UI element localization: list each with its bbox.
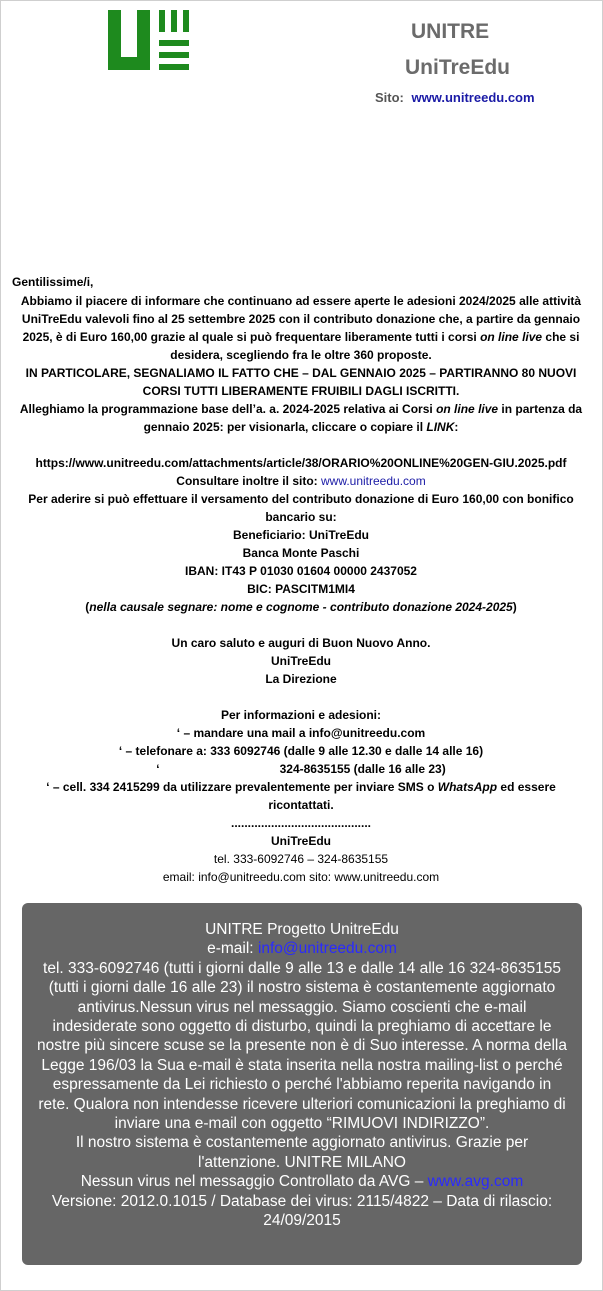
footer-name: UniTreEdu xyxy=(270,834,331,848)
beneficiario: Beneficiario: UniTreEdu xyxy=(232,528,370,542)
header-site xyxy=(375,90,535,105)
avg-link[interactable]: www.avg.com xyxy=(427,1173,524,1191)
letter-body xyxy=(12,292,590,886)
paragraph-adesioni: Abbiamo il piacere di informare che continuano ad essere aperte le adesioni 2024/2025 alle attività UniTreEdu valevoli fino al 25 settembre 2025 con il contributo donazione che, a partire da gennaio 2025, è di Euro 160,00 grazie al quale si può frequentare liberamente tutti i corsi on line live che si desidera, scegliendo fra le oltre 360 proposte. xyxy=(20,294,582,362)
info-telephone: ‘ – telefonare a: 333 6092746 (dalle 9 alle 12.30 e dalle 14 alle 16) xyxy=(118,744,484,758)
disclaimer-email-link[interactable]: info@unitreedu.com xyxy=(257,940,397,958)
site-link[interactable]: www.unitreedu.com xyxy=(411,90,535,105)
site-label: Sito: xyxy=(375,90,404,105)
info-telephone-2: ‘ 324-8635155 (dalle 16 alle 23) xyxy=(156,762,446,776)
iban: IBAN: IT43 P 01030 01604 00000 2437052 xyxy=(185,564,417,578)
disclaimer-avg: Nessun virus nel messaggio Controllato da AVG – www.avg.com xyxy=(80,1173,524,1191)
disclaimer-panel xyxy=(22,903,582,1265)
unitre-logo xyxy=(108,10,198,72)
paragraph-bonifico: Per aderire si può effettuare il versamento del contributo donazione di Euro 160,00 con bonifico bancario su: xyxy=(28,492,574,524)
footer-email: email: info@unitreedu.com sito: www.unitreedu.com xyxy=(162,870,440,884)
disclaimer-version: Versione: 2012.0.1015 / Database dei virus: 2115/4822 – Data di rilascio: 24/09/2015 xyxy=(51,1192,553,1230)
info-title: Per informazioni e adesioni: xyxy=(220,708,382,722)
signature-direction: La Direzione xyxy=(265,672,337,686)
header-org: UNITRE xyxy=(411,20,490,43)
consult-site: Consultare inoltre il sito: www.unitreedu.com xyxy=(176,474,426,488)
header-name: UniTreEdu xyxy=(405,56,511,79)
paragraph-programmazione: Alleghiamo la programmazione base dell’a. a. 2024-2025 relativa ai Corsi on line live in partenza da gennaio 2025: per visionarla, cliccare o copiare il LINK: xyxy=(19,402,583,434)
dots-separator: .......................................... xyxy=(230,816,372,830)
saluto: Un caro saluto e auguri di Buon Nuovo Anno. xyxy=(171,636,431,650)
disclaimer-antivirus: Il nostro sistema è costantemente aggiornato antivirus. Grazie per l'attenzione. UNITRE MILANO xyxy=(75,1134,529,1171)
disclaimer-email: e-mail: info@unitreedu.com xyxy=(207,940,397,958)
info-cell: ‘ – cell. 334 2415299 da utilizzare prevalentemente per inviare SMS o WhatsApp ed essere ricontattati. xyxy=(46,780,556,812)
signature-name: UniTreEdu xyxy=(270,654,331,668)
causale: (nella causale segnare: nome e cognome - contributo donazione 2024-2025) xyxy=(85,600,517,614)
bic: BIC: PASCITM1MI4 xyxy=(247,582,355,596)
disclaimer-title: UNITRE Progetto UnitreEdu xyxy=(205,921,399,938)
banca: Banca Monte Paschi xyxy=(242,546,360,560)
consult-site-link[interactable]: www.unitreedu.com xyxy=(320,474,426,488)
greeting: Gentilissime/i, xyxy=(12,275,94,289)
disclaimer-text: tel. 333-6092746 (tutti i giorni dalle 9 alle 13 e dalle 14 alle 16 324-8635155 (tutti i giorni dalle 16 alle 23) il nostro sistema è costantemente aggiornato antivirus.Nessun virus nel messaggio. Siamo coscienti che e-mail indesiderate sono oggetto di disturbo, quindi la preghiamo di accettare le nostre più sincere scuse se la presente non è di Suo interesse. A norma della Legge 196/03 la Sua e-mail è stata inserita nella nostra mailing-list o perché espressamente da Lei richiesto o perché l'abbiamo reperita navigando in rete. Qualora non intendesse ricevere ulteriori comunicazioni la preghiamo di inviare una e-mail con oggetto “RIMUOVI INDIRIZZO”. xyxy=(37,959,567,1133)
info-mail: ‘ – mandare una mail a info@unitreedu.com xyxy=(176,726,426,740)
paragraph-nuovi-corsi: IN PARTICOLARE, SEGNALIAMO IL FATTO CHE – DAL GENNAIO 2025 – PARTIRANNO 80 NUOVI CORSI TUTTI LIBERAMENTE FRUIBILI DAGLI ISCRITTI. xyxy=(25,366,577,398)
footer-telephone: tel. 333-6092746 – 324-8635155 xyxy=(213,852,389,866)
program-link[interactable]: https://www.unitreedu.com/attachments/article/38/ORARIO%20ONLINE%20GEN-GIU.2025.pdf xyxy=(35,456,567,470)
